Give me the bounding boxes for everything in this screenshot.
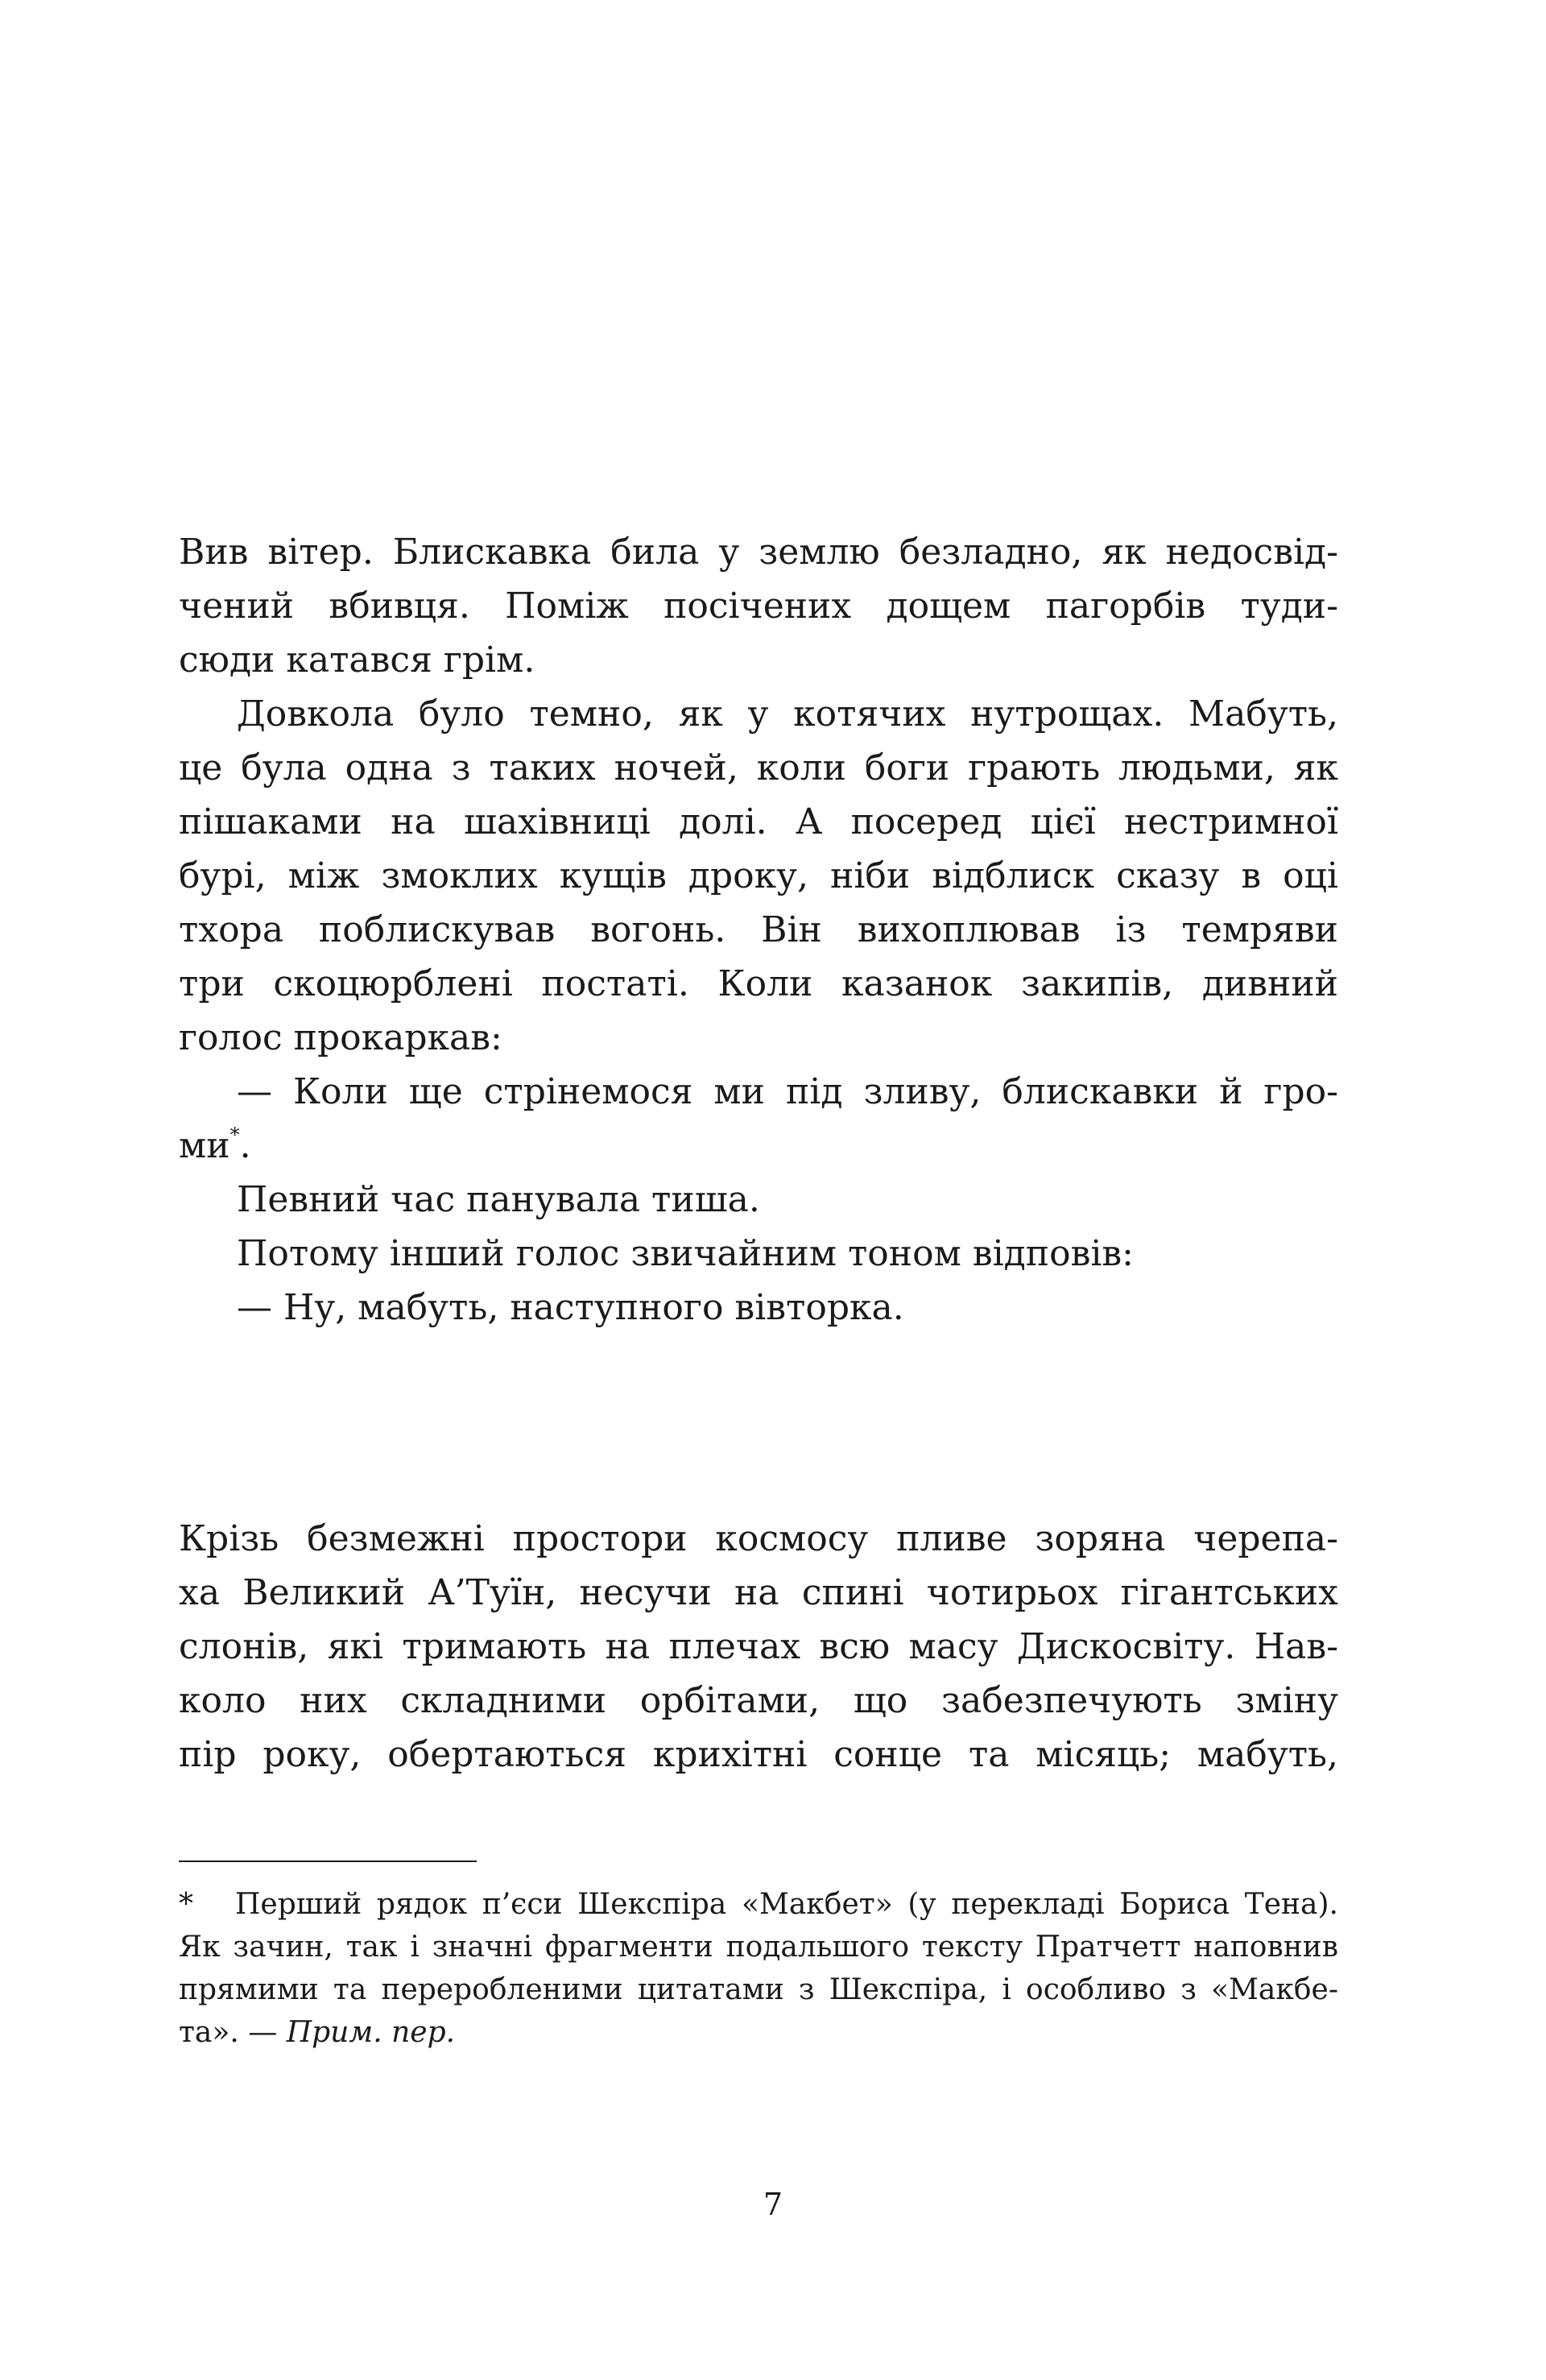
paragraph-line: — Коли ще стрінемося ми під зливу, блискавки й гро-: [237, 1071, 1338, 1112]
paragraph-line: це була одна з таких ночей, коли боги грають людьми, як: [179, 747, 1338, 789]
paragraph-line: Певний час панувала тиша.: [237, 1179, 760, 1220]
footnote: [179, 1883, 1338, 2054]
paragraph-line: коло них складними орбітами, що забезпечують зміну: [179, 1680, 1338, 1721]
paragraph-line: Крізь безмежні простори космосу пливе зоряна черепа-: [179, 1518, 1338, 1559]
paragraph-text: .: [239, 1125, 251, 1166]
paragraph-line: пішаками на шахівниці долі. А посеред цієї нестримної: [179, 801, 1338, 842]
footnote-line: [179, 2011, 1338, 2054]
paragraph-line: чений вбивця. Поміж посічених дощем пагорбів туди-: [179, 586, 1338, 627]
footnote-line: прямими та переробленими цитатами з Шекспіра, і особливо з «Макбе-: [179, 1973, 1338, 2006]
footnote-marker: *: [179, 1888, 193, 1921]
footnote-line: [179, 1883, 1338, 1926]
paragraph-line: ха Великий А’Туїн, несучи на спині чотирьох гігантських: [179, 1572, 1338, 1613]
footnote-text: та». —: [179, 2016, 287, 2049]
paragraph-line: Довкола було темно, як у котячих нутрощах. Мабуть,: [237, 693, 1338, 735]
paragraph-line: слонів, які тримають на плечах всю масу Дискосвіту. Нав-: [179, 1626, 1338, 1667]
paragraph-line: голос прокаркав:: [179, 1017, 502, 1058]
page-number: 7: [763, 2187, 783, 2222]
opening-scene: [179, 525, 1338, 1335]
paragraph-line: — Ну, мабуть, наступного вівторка.: [237, 1287, 904, 1328]
paragraph-line: [179, 1119, 1338, 1173]
footnote-reference: *: [229, 1124, 240, 1146]
translator-note: Прим. пер.: [286, 2016, 456, 2049]
footnote-line: Як зачин, так і значні фрагменти подальшого тексту Пратчетт наповнив: [179, 1931, 1338, 1964]
footnote-text: Перший рядок п’єси Шекспіра «Макбет» (у перекладі Бориса Тена).: [235, 1888, 1338, 1921]
paragraph-line: пір року, обертаються крихітні сонце та місяць; мабуть,: [179, 1734, 1338, 1775]
paragraph-text: ми: [179, 1125, 230, 1166]
paragraph-line: Вив вітер. Блискавка била у землю безладно, як недосвід-: [179, 532, 1338, 573]
paragraph-line: тхора поблискував вогонь. Він вихоплював із темряви: [179, 909, 1338, 950]
discworld-description: [179, 1512, 1338, 1782]
paragraph-line: Потому інший голос звичайним тоном відповів:: [237, 1233, 1135, 1274]
paragraph-line: бурі, між змоклих кущів дроку, ніби відблиск сказу в оці: [179, 855, 1338, 896]
paragraph-line: сюди катався грім.: [179, 639, 535, 681]
footnote-divider: [179, 1861, 477, 1862]
paragraph-line: три скоцюрблені постаті. Коли казанок закипів, дивний: [179, 963, 1338, 1004]
